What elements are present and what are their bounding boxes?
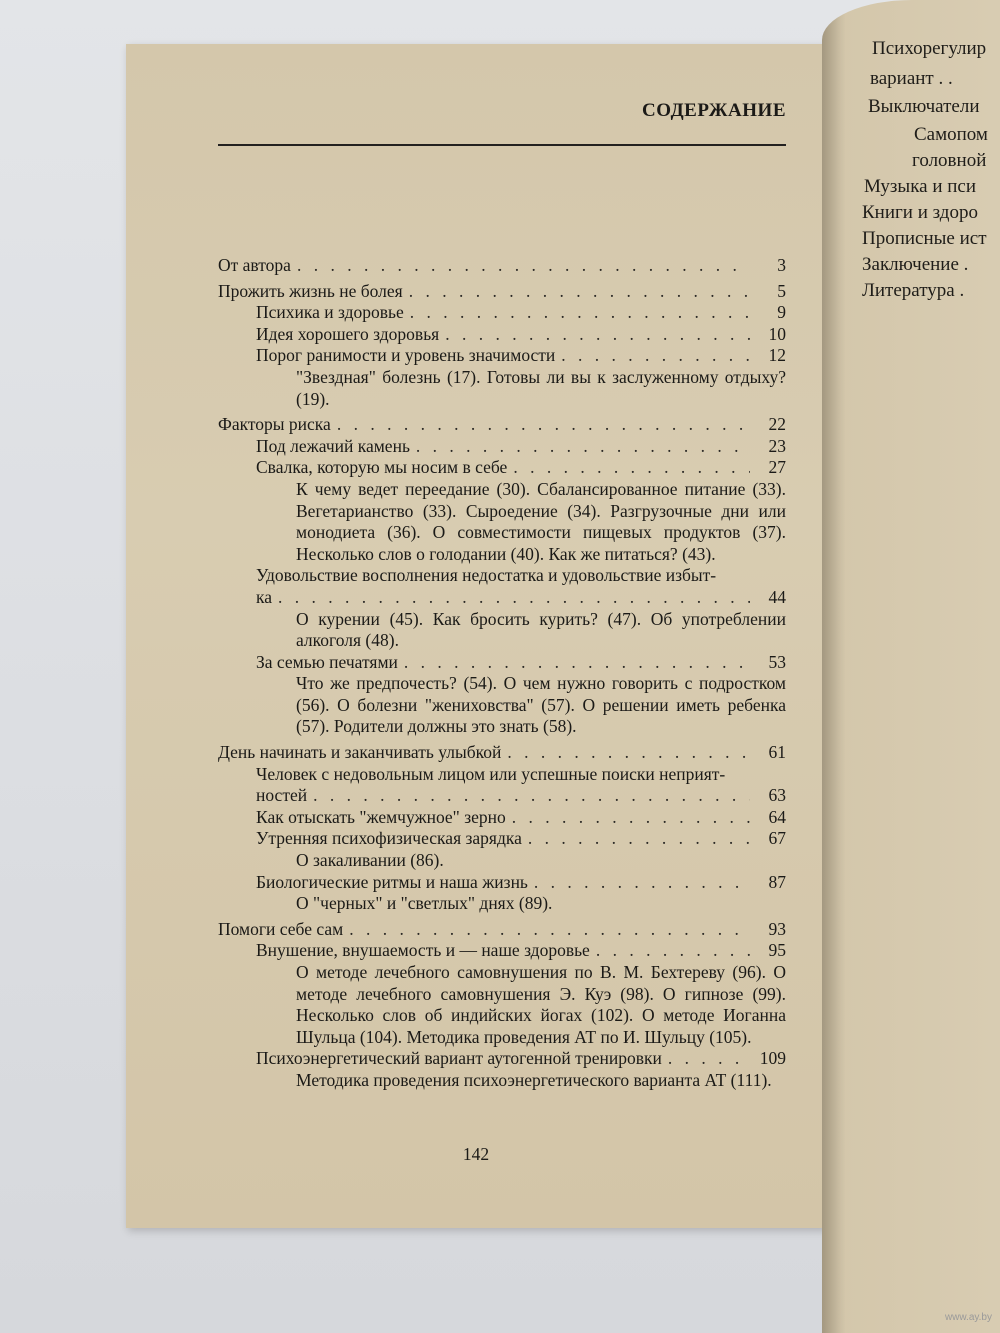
toc-leader-dots	[513, 457, 750, 479]
toc-leader-dots	[668, 1048, 750, 1070]
toc-leader-dots	[337, 414, 750, 436]
toc-entry-page: 95	[768, 940, 786, 961]
toc-leader-dots	[534, 872, 750, 894]
toc-entry-page: 67	[768, 828, 786, 849]
toc-entry	[218, 872, 786, 894]
toc-entry-title: Внушение, внушаемость и — наше здоровье	[256, 940, 590, 961]
toc-subtopics: Человек с недовольным лицом или успешные поиски неприят-	[256, 763, 726, 784]
toc-entry-page: 64	[768, 806, 786, 827]
table-of-contents	[218, 255, 786, 1092]
toc-leader-dots	[561, 345, 750, 367]
toc-entry	[218, 828, 786, 850]
heading-rule	[218, 144, 786, 146]
toc-leader-dots	[278, 587, 750, 609]
watermark: www.ay.by	[944, 1312, 992, 1323]
right-page-line: Самопом	[914, 124, 988, 145]
toc-entry-title: День начинать и заканчивать улыбкой	[218, 742, 502, 763]
toc-leader-dots	[349, 919, 750, 941]
toc-entry	[218, 1048, 786, 1070]
toc-entry-title: Свалка, которую мы носим в себе	[256, 457, 508, 478]
toc-entry	[218, 940, 786, 962]
toc-entry-title: ка	[256, 586, 273, 607]
toc-entry	[218, 587, 786, 609]
right-page-line: Музыка и пси	[864, 176, 977, 197]
toc-entry-title: Под лежачий камень	[256, 435, 410, 456]
toc-entry	[218, 345, 786, 367]
toc-subtopics: Методика проведения психоэнергетического варианта АТ (111).	[296, 1069, 772, 1090]
toc-entry-page: 44	[768, 586, 786, 607]
toc-entry	[218, 414, 786, 436]
toc-entry-page: 10	[768, 323, 786, 344]
right-page-line: Психорегулир	[872, 38, 987, 59]
toc-subtopics: О закаливании (86).	[296, 850, 444, 871]
toc-subtopics: Удовольствие восполнения недостатка и удовольствие избыт-	[256, 565, 717, 586]
toc-entry-title: Биологические ритмы и наша жизнь	[256, 871, 528, 892]
toc-entry-page: 9	[777, 302, 786, 323]
toc-entry-title: Факторы риска	[218, 414, 331, 435]
toc-entry	[218, 919, 786, 941]
toc-leader-dots	[416, 436, 750, 458]
toc-entry	[218, 281, 786, 303]
toc-leader-dots	[528, 828, 750, 850]
toc-leader-dots	[409, 281, 750, 303]
toc-entry-page: 12	[768, 345, 786, 366]
toc-entry-page: 23	[768, 435, 786, 456]
toc-entry-page: 3	[777, 255, 786, 275]
toc-leader-dots	[445, 324, 750, 346]
toc-entry-title: Идея хорошего здоровья	[256, 323, 440, 344]
toc-entry-title: От автора	[218, 255, 291, 275]
toc-leader-dots	[404, 652, 750, 674]
toc-subtopics: К чему ведет переедание (30). Сбалансированное питание (33). Вегетарианство (33). Сыроедение (34). Разгрузочные дни или монодиета (36). О совместимости пищевых продуктов (37). Несколько слов о голодании (40). Как же питаться? (43).	[296, 478, 786, 564]
right-page-line: Выключатели	[868, 96, 980, 117]
toc-entry	[218, 785, 786, 807]
toc-entry-title: Порог ранимости и уровень значимости	[256, 345, 556, 366]
toc-entry-title: Как отыскать "жемчужное" зерно	[256, 806, 506, 827]
toc-entry-page: 53	[768, 651, 786, 672]
right-page-line: вариант . .	[870, 68, 953, 89]
toc-entry	[218, 436, 786, 458]
toc-entry	[218, 742, 786, 764]
toc-entry	[218, 255, 786, 277]
toc-subtopics: Что же предпочесть? (54). О чем нужно говорить с подростком (56). О болезни "жениховства" (57). О решении иметь ребенка (57). Родители должны это знать (58).	[296, 673, 786, 737]
right-page-line: Заключение .	[862, 254, 969, 275]
right-page-line: Книги и здоро	[862, 202, 978, 223]
toc-entry	[218, 457, 786, 479]
toc-entry-page: 109	[759, 1048, 786, 1069]
toc-subtopics: "Звездная" болезнь (17). Готовы ли вы к заслуженному отдыху? (19).	[296, 366, 786, 409]
toc-leader-dots	[512, 807, 750, 829]
right-page-line: Прописные ист	[862, 228, 987, 249]
toc-entry	[218, 302, 786, 324]
toc-entry-page: 63	[768, 785, 786, 806]
toc-entry-title: Помоги себе сам	[218, 918, 344, 939]
contents-heading: СОДЕРЖАНИЕ	[642, 100, 786, 121]
right-page	[822, 0, 1000, 1333]
left-page	[126, 44, 826, 1228]
toc-subtopics: О "черных" и "светлых" днях (89).	[296, 893, 553, 914]
toc-entry	[218, 324, 786, 346]
toc-entry	[218, 807, 786, 829]
toc-entry-page: 93	[768, 918, 786, 939]
toc-entry-page: 22	[768, 414, 786, 435]
toc-entry-title: ностей	[256, 785, 308, 806]
toc-entry-title: Прожить жизнь не болея	[218, 280, 403, 301]
toc-entry-page: 27	[768, 457, 786, 478]
toc-leader-dots	[596, 940, 750, 962]
toc-leader-dots	[507, 742, 750, 764]
toc-entry-title: За семью печатями	[256, 651, 398, 672]
toc-leader-dots	[297, 255, 750, 277]
toc-leader-dots	[313, 785, 750, 807]
toc-entry-page: 87	[768, 871, 786, 892]
right-page-line: Литература .	[862, 280, 965, 301]
toc-entry-title: Психоэнергетический вариант аутогенной тренировки	[256, 1048, 662, 1069]
toc-entry-page: 61	[768, 742, 786, 763]
toc-subtopics: О курении (45). Как бросить курить? (47). Об употреблении алкоголя (48).	[296, 608, 786, 651]
toc-entry	[218, 652, 786, 674]
toc-subtopics: О методе лечебного самовнушения по В. М. Бехтереву (96). О методе лечебного самовнушения Э. Куэ (98). О гипнозе (99). Несколько слов об индийских йогах (102). О методе Иоганна Шульца (104). Методика проведения АТ по И. Шульцу (105).	[296, 962, 786, 1047]
toc-entry-title: Психика и здоровье	[256, 302, 404, 323]
right-page-line: головной	[912, 150, 987, 171]
toc-entry-title: Утренняя психофизическая зарядка	[256, 828, 522, 849]
page-number: 142	[462, 1144, 490, 1164]
toc-leader-dots	[410, 302, 750, 324]
toc-entry-page: 5	[777, 280, 786, 301]
